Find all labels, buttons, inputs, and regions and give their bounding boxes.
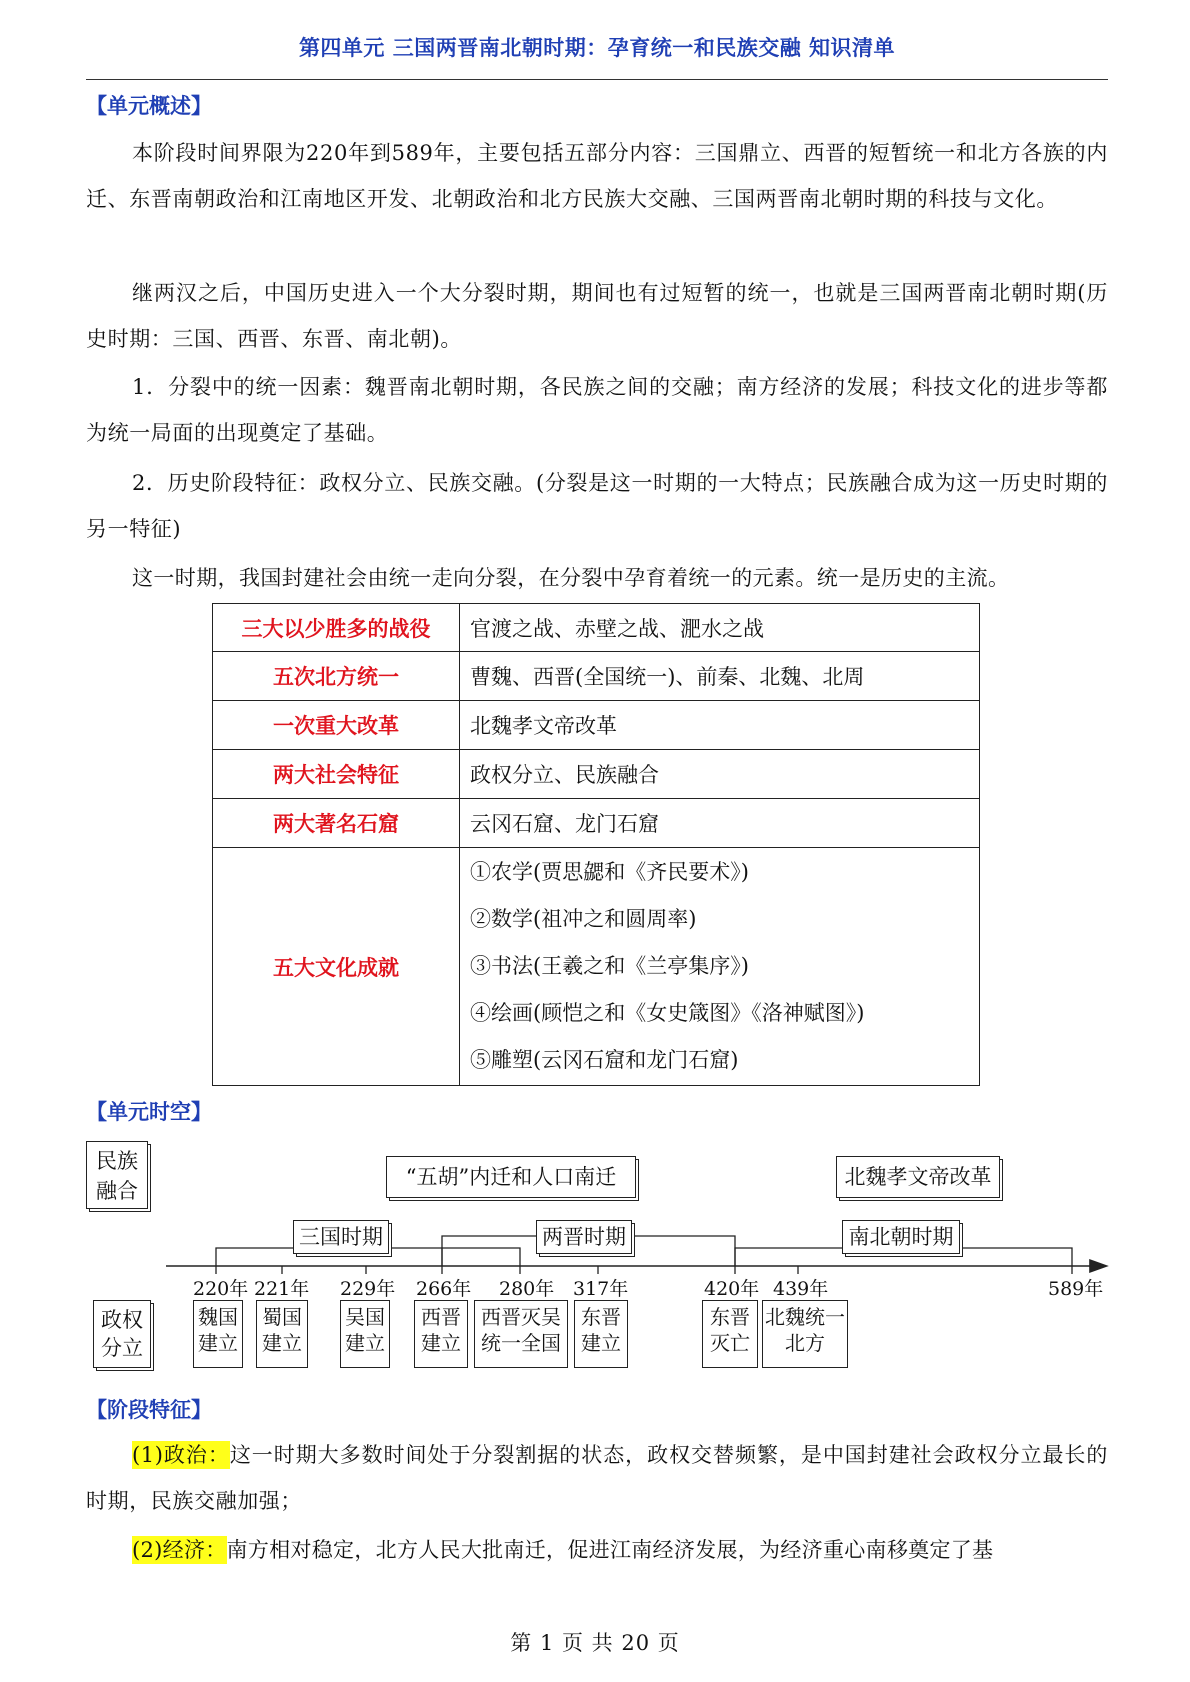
table-key-cell: 五次北方统一 (213, 652, 460, 701)
culture-item: ④绘画(顾恺之和《女史箴图》《洛神赋图》) (470, 1001, 865, 1025)
table-value-cell: 曹魏、西晋(全国统一)、前秦、北魏、北周 (460, 652, 980, 701)
year-label: 221年 (254, 1278, 310, 1300)
event-line: 魏国 (198, 1305, 238, 1329)
table-key-cell: 一次重大改革 (213, 701, 460, 750)
period-label-jin: 两晋时期 (536, 1220, 632, 1254)
table-value-cell: 云冈石窟、龙门石窟 (460, 799, 980, 848)
event-line: 建立 (345, 1331, 385, 1355)
event-box (474, 1300, 568, 1368)
section-heading-features: 【阶段特征】 (86, 1398, 212, 1422)
period-bracket-western-jin (442, 1248, 520, 1266)
year-label: 420年 (704, 1278, 760, 1300)
event-box (762, 1300, 848, 1368)
table-key-cell: 三大以少胜多的战役 (213, 604, 460, 652)
table-value-cell: 北魏孝文帝改革 (460, 701, 980, 750)
page-title: 第四单元 三国两晋南北朝时期：孕育统一和民族交融 知识清单 (298, 36, 896, 60)
period-label-three-kingdoms: 三国时期 (293, 1220, 389, 1254)
event-line: 灭亡 (710, 1331, 750, 1355)
event-line: 西晋 (421, 1305, 461, 1329)
overview-paragraph-5: 这一时期，我国封建社会由统一走向分裂，在分裂中孕育着统一的元素。统一是历史的主流。 (132, 566, 1010, 590)
culture-item: ③书法(王羲之和《兰亭集序》) (470, 954, 749, 978)
feature-label-highlight: (2)经济： (132, 1538, 227, 1562)
theme-label: 民族融合 (96, 1149, 138, 1203)
section-heading-overview: 【单元概述】 (86, 94, 212, 118)
event-line: 建立 (262, 1331, 302, 1355)
table-key-cell: 两大社会特征 (213, 750, 460, 799)
year-label: 229年 (340, 1278, 396, 1300)
event-line: 吴国 (345, 1305, 385, 1329)
culture-item: ②数学(祖冲之和圆周率) (470, 907, 697, 931)
event-box (193, 1300, 243, 1368)
year-label: 266年 (416, 1278, 472, 1300)
event-line: 建立 (421, 1331, 461, 1355)
year-label: 317年 (573, 1278, 629, 1300)
page-number: 第 1 页 共 20 页 (510, 1631, 680, 1655)
event-box (414, 1300, 468, 1368)
feature-politics (86, 1432, 1108, 1524)
overview-paragraph-3: 1．分裂中的统一因素：魏晋南北朝时期，各民族之间的交融；南方经济的发展；科技文化的进步等都为统一局面的出现奠定了基础。 (86, 375, 1108, 445)
culture-item: ⑤雕塑(云冈石窟和龙门石窟) (470, 1048, 739, 1072)
event-box (574, 1300, 628, 1368)
event-box (256, 1300, 308, 1368)
year-label: 589年 (1048, 1278, 1104, 1300)
feature-text: 这一时期大多数时间处于分裂割据的状态，政权交替频繁，是中国封建社会政权分立最长的时期，民族交融加强； (86, 1443, 1108, 1513)
overview-paragraph-2: 继两汉之后，中国历史进入一个大分裂时期，期间也有过短暂的统一，也就是三国两晋南北朝时期(历史时期：三国、西晋、东晋、南北朝)。 (86, 281, 1108, 351)
reform-label-box: 北魏孝文帝改革 (836, 1156, 1000, 1198)
year-label: 220年 (193, 1278, 249, 1300)
event-box (340, 1300, 390, 1368)
table-key-cell: 五大文化成就 (213, 848, 460, 1086)
overview-paragraph-1: 本阶段时间界限为220年到589年，主要包括五部分内容：三国鼎立、西晋的短暂统一和北方各族的内迁、东晋南朝政治和江南地区开发、北朝政治和北方民族大交融、三国两晋南北朝时期的科技与文化。 (86, 141, 1108, 211)
theme-box (86, 1141, 148, 1209)
regime-box (93, 1300, 151, 1368)
event-line: 建立 (581, 1331, 621, 1355)
event-line: 北魏统一 (765, 1305, 845, 1329)
period-label-southern-northern: 南北朝时期 (842, 1220, 960, 1254)
event-line: 蜀国 (262, 1305, 302, 1329)
table-value-cell: 官渡之战、赤壁之战、淝水之战 (460, 604, 980, 652)
event-line: 西晋灭吴 (481, 1305, 561, 1329)
feature-label-highlight: (1)政治： (132, 1443, 230, 1467)
feature-economy (86, 1527, 1108, 1573)
event-line: 统一全国 (481, 1331, 561, 1355)
regime-label: 政权分立 (101, 1308, 143, 1360)
table-key-cell: 两大著名石窟 (213, 799, 460, 848)
event-line: 东晋 (581, 1305, 621, 1329)
year-label: 280年 (499, 1278, 555, 1300)
feature-text: 南方相对稳定，北方人民大批南迁，促进江南经济发展，为经济重心南移奠定了基 (226, 1538, 994, 1562)
culture-item: ①农学(贾思勰和《齐民要术》) (470, 860, 749, 884)
year-label: 439年 (773, 1278, 829, 1300)
table-value-cell: 政权分立、民族融合 (460, 750, 980, 799)
event-box (702, 1300, 758, 1368)
event-line: 北方 (785, 1331, 825, 1355)
event-line: 东晋 (710, 1305, 750, 1329)
event-line: 建立 (198, 1331, 238, 1355)
overview-paragraph-4: 2．历史阶段特征：政权分立、民族交融。(分裂是这一时期的一大特点；民族融合成为这一历史时期的另一特征) (86, 471, 1108, 541)
section-heading-timeline: 【单元时空】 (86, 1100, 212, 1124)
migration-label-box: “五胡”内迁和人口南迁 (386, 1156, 636, 1198)
